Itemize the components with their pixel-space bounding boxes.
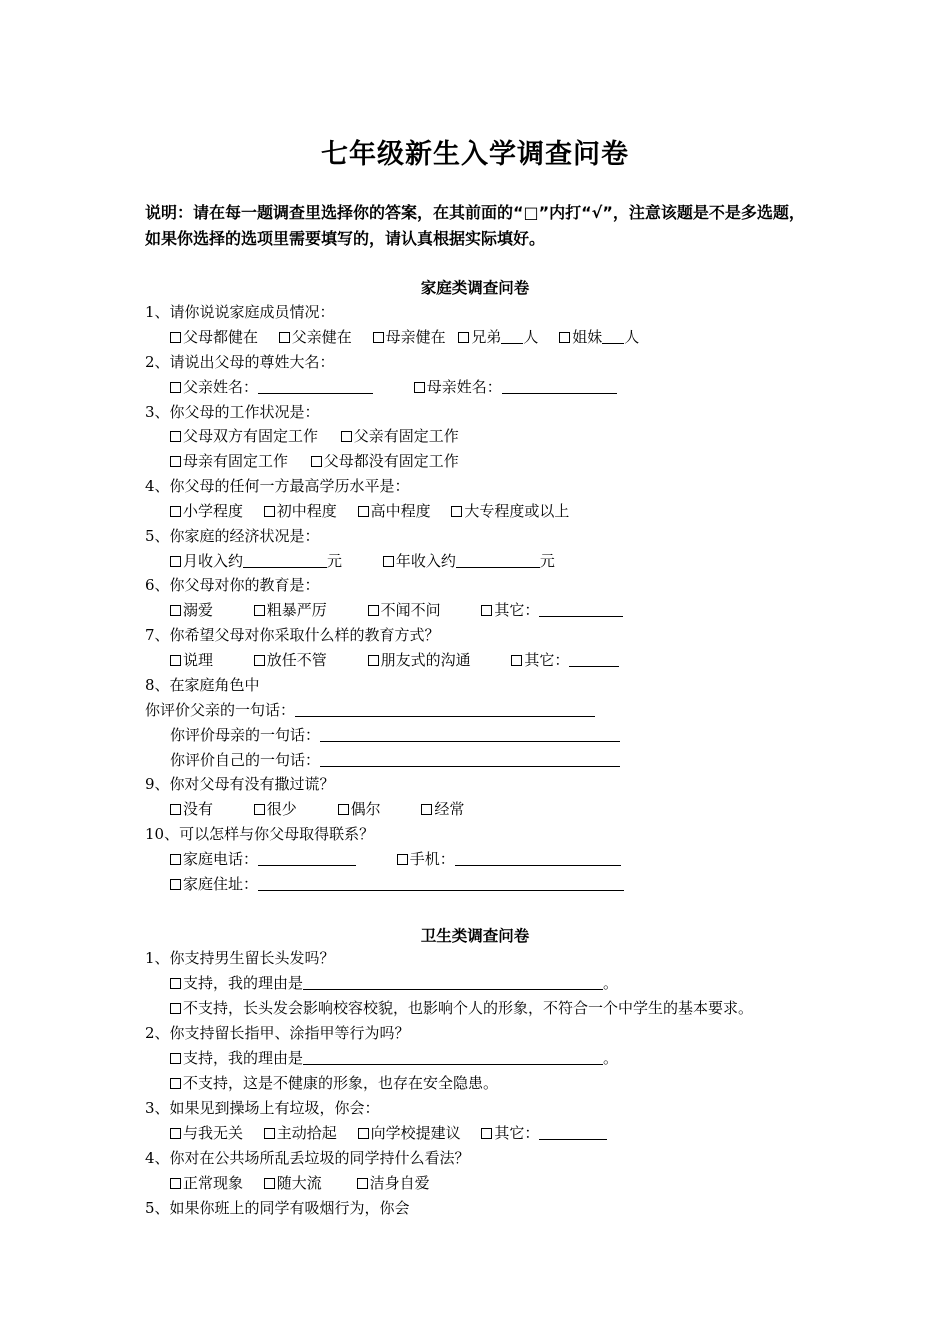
reason-field[interactable] <box>303 974 603 990</box>
checkbox-icon[interactable] <box>170 1003 181 1014</box>
question-text: 3、你父母的工作状况是： <box>145 403 320 421</box>
option-checkbox[interactable]: 高中程度 <box>358 501 431 521</box>
checkbox-icon[interactable] <box>254 804 265 815</box>
option-checkbox[interactable]: 随大流 <box>264 1173 322 1193</box>
checkbox-icon[interactable] <box>414 382 425 393</box>
question-text: 8、在家庭角色中 <box>145 676 260 694</box>
checkbox-icon[interactable] <box>357 1178 368 1189</box>
checkbox-icon[interactable] <box>254 655 265 666</box>
option-checkbox[interactable]: 月收入约 元 <box>170 551 342 571</box>
instructions: 说明：请在每一题调查里选择你的答案，在其前面的“□”内打“√”，注意该题是不是多选题，如果你选择的选项里需要填写的，请认真根据实际填好。 <box>145 203 805 248</box>
option-checkbox[interactable]: 其它： <box>511 650 619 670</box>
checkbox-icon[interactable] <box>170 879 181 890</box>
option-checkbox[interactable]: 不支持，长头发会影响校容校貌，也影响个人的形象，不符合一个中学生的基本要求。 <box>170 998 753 1018</box>
fill-blank[interactable] <box>602 328 624 344</box>
checkbox-icon[interactable] <box>170 854 181 865</box>
fill-blank[interactable] <box>539 601 623 617</box>
option-checkbox[interactable]: 兄弟 人 <box>458 327 538 347</box>
option-checkbox[interactable]: 没有 <box>170 799 213 819</box>
question-text: 7、你希望父母对你采取什么样的教育方式？ <box>145 626 440 644</box>
question-text: 6、你父母对你的教育是： <box>145 576 320 594</box>
checkbox-icon[interactable] <box>170 506 181 517</box>
option-checkbox[interactable]: 粗暴严厉 <box>254 600 327 620</box>
options-row <box>170 551 555 571</box>
section-title-family: 家庭类调查问卷 <box>420 279 530 297</box>
question-text: 10、可以怎样与你父母取得联系？ <box>145 825 375 843</box>
options-row <box>170 998 753 1018</box>
option-checkbox[interactable]: 姐妹 人 <box>559 327 639 347</box>
father-comment-field[interactable] <box>295 701 595 717</box>
checkbox-icon[interactable] <box>170 456 181 467</box>
question-text: 1、你支持男生留长头发吗？ <box>145 949 335 967</box>
option-checkbox[interactable]: 手机： <box>397 849 621 869</box>
checkbox-icon[interactable] <box>170 978 181 989</box>
self-comment-field[interactable] <box>320 751 620 767</box>
checkbox-icon[interactable] <box>341 431 352 442</box>
option-checkbox[interactable]: 不闻不问 <box>368 600 441 620</box>
option-checkbox[interactable]: 支持，我的理由是 。 <box>170 973 618 993</box>
question-text: 9、你对父母有没有撒过谎？ <box>145 775 335 793</box>
option-checkbox[interactable]: 不支持，这是不健康的形象，也存在安全隐患。 <box>170 1073 498 1093</box>
checkbox-icon[interactable] <box>481 1128 492 1139</box>
checkbox-icon[interactable] <box>358 506 369 517</box>
answer-line: 你评价自己的一句话： <box>170 750 620 770</box>
option-checkbox[interactable]: 向学校提建议 <box>358 1123 461 1143</box>
fill-blank[interactable] <box>243 552 327 568</box>
option-checkbox[interactable]: 洁身自爱 <box>357 1173 430 1193</box>
options-row <box>170 1073 498 1093</box>
fill-blank[interactable] <box>501 328 523 344</box>
option-checkbox[interactable]: 偶尔 <box>338 799 381 819</box>
checkbox-icon[interactable] <box>264 1128 275 1139</box>
page-title: 七年级新生入学调查问卷 <box>321 139 629 170</box>
options-row <box>170 1123 607 1143</box>
reason-field[interactable] <box>303 1049 603 1065</box>
checkbox-icon[interactable] <box>421 804 432 815</box>
option-checkbox[interactable]: 父母双方有固定工作 <box>170 426 318 446</box>
option-checkbox[interactable]: 母亲姓名： <box>414 377 617 397</box>
home-phone-field[interactable] <box>258 850 356 866</box>
option-checkbox[interactable]: 放任不管 <box>254 650 327 670</box>
checkbox-icon[interactable] <box>338 804 349 815</box>
option-checkbox[interactable]: 父亲健在 <box>279 327 352 347</box>
options-row <box>170 426 459 446</box>
checkbox-icon[interactable] <box>397 854 408 865</box>
option-checkbox[interactable]: 其它： <box>481 1123 607 1143</box>
checkbox-icon[interactable] <box>511 655 522 666</box>
checkbox-icon[interactable] <box>481 605 492 616</box>
options-row <box>170 501 569 521</box>
checkbox-icon[interactable] <box>279 332 290 343</box>
checkbox-icon[interactable] <box>170 382 181 393</box>
option-checkbox[interactable]: 年收入约 元 <box>383 551 555 571</box>
checkbox-icon[interactable] <box>170 1128 181 1139</box>
mother-comment-field[interactable] <box>320 726 620 742</box>
option-checkbox[interactable]: 其它： <box>481 600 623 620</box>
options-row <box>170 849 621 869</box>
option-checkbox[interactable]: 很少 <box>254 799 297 819</box>
options-row <box>170 799 464 819</box>
options-row <box>170 451 459 471</box>
options-row <box>170 874 624 894</box>
options-row <box>170 650 619 670</box>
fill-blank[interactable] <box>456 552 540 568</box>
question-text: 3、如果见到操场上有垃圾，你会： <box>145 1099 380 1117</box>
checkbox-icon[interactable] <box>170 1178 181 1189</box>
option-checkbox[interactable]: 主动拾起 <box>264 1123 337 1143</box>
question-text: 4、你父母的任何一方最高学历水平是： <box>145 477 410 495</box>
mother-name-field[interactable] <box>502 378 617 394</box>
options-row <box>170 600 623 620</box>
checkbox-icon[interactable] <box>368 655 379 666</box>
checkbox-icon[interactable] <box>170 605 181 616</box>
option-checkbox[interactable]: 初中程度 <box>264 501 337 521</box>
options-row <box>170 327 639 347</box>
option-checkbox[interactable]: 母亲有固定工作 <box>170 451 288 471</box>
question-text: 5、如果你班上的同学有吸烟行为，你会 <box>145 1199 410 1217</box>
home-address-field[interactable] <box>258 875 624 891</box>
option-checkbox[interactable]: 小学程度 <box>170 501 243 521</box>
option-checkbox[interactable]: 正常现象 <box>170 1173 243 1193</box>
checkbox-icon[interactable] <box>383 556 394 567</box>
option-checkbox[interactable]: 父亲有固定工作 <box>341 426 459 446</box>
option-checkbox[interactable]: 经常 <box>421 799 464 819</box>
checkbox-icon[interactable] <box>451 506 462 517</box>
option-checkbox[interactable]: 父母都没有固定工作 <box>311 451 459 471</box>
options-row <box>170 1048 618 1068</box>
checkbox-icon[interactable] <box>170 1053 181 1064</box>
option-checkbox[interactable]: 母亲健在 <box>373 327 446 347</box>
answer-line: 你评价父亲的一句话： <box>145 700 595 720</box>
question-text: 4、你对在公共场所乱丢垃圾的同学持什么看法？ <box>145 1149 470 1167</box>
checkbox-icon[interactable] <box>264 506 275 517</box>
fill-blank[interactable] <box>569 651 619 667</box>
answer-line: 你评价母亲的一句话： <box>170 725 620 745</box>
checkbox-icon[interactable] <box>170 431 181 442</box>
checkbox-icon[interactable] <box>458 332 469 343</box>
checkbox-icon[interactable] <box>170 655 181 666</box>
father-name-field[interactable] <box>258 378 373 394</box>
checkbox-icon[interactable] <box>170 804 181 815</box>
option-checkbox[interactable]: 父亲姓名： <box>170 377 373 397</box>
option-checkbox[interactable]: 大专程度或以上 <box>451 501 569 521</box>
checkbox-icon[interactable] <box>368 605 379 616</box>
checkbox-icon[interactable] <box>170 1078 181 1089</box>
option-checkbox[interactable]: 溺爱 <box>170 600 213 620</box>
options-row <box>170 973 618 993</box>
question-text: 5、你家庭的经济状况是： <box>145 527 320 545</box>
option-checkbox[interactable]: 说理 <box>170 650 213 670</box>
checkbox-icon[interactable] <box>170 332 181 343</box>
checkbox-icon[interactable] <box>254 605 265 616</box>
option-checkbox[interactable]: 朋友式的沟通 <box>368 650 471 670</box>
mobile-field[interactable] <box>455 850 621 866</box>
checkbox-icon[interactable] <box>559 332 570 343</box>
checkbox-icon[interactable] <box>311 456 322 467</box>
checkbox-icon[interactable] <box>358 1128 369 1139</box>
option-checkbox[interactable]: 父母都健在 <box>170 327 258 347</box>
fill-blank[interactable] <box>539 1124 607 1140</box>
checkbox-icon[interactable] <box>264 1178 275 1189</box>
options-row <box>170 377 617 397</box>
option-checkbox[interactable]: 与我无关 <box>170 1123 243 1143</box>
options-row <box>170 1173 430 1193</box>
section-title-hygiene: 卫生类调查问卷 <box>420 927 530 945</box>
checkbox-icon[interactable] <box>170 556 181 567</box>
option-checkbox[interactable]: 支持，我的理由是 。 <box>170 1048 618 1068</box>
option-checkbox[interactable]: 家庭电话： <box>170 849 356 869</box>
option-checkbox[interactable]: 家庭住址： <box>170 874 624 894</box>
question-text: 1、请你说说家庭成员情况： <box>145 303 335 321</box>
question-text: 2、你支持留长指甲、涂指甲等行为吗？ <box>145 1024 410 1042</box>
checkbox-icon[interactable] <box>373 332 384 343</box>
question-text: 2、请说出父母的尊姓大名： <box>145 353 335 371</box>
